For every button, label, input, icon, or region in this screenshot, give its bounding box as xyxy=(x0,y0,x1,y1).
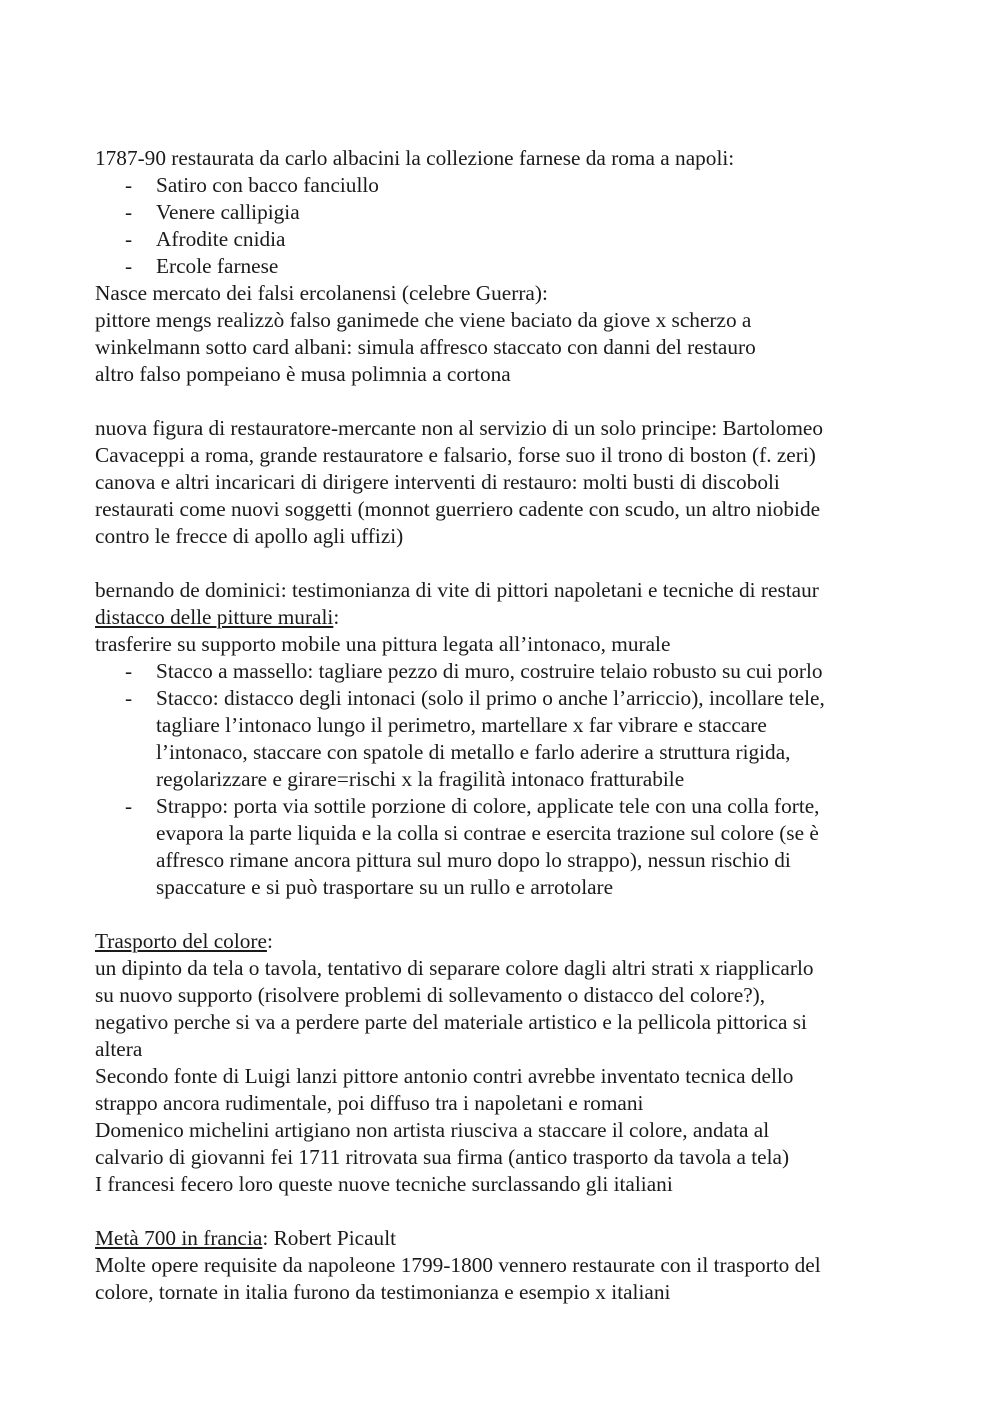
text-line: bernando de dominici: testimonianza di vite di pittori napoletani e tecniche di restaur xyxy=(95,578,819,602)
text-line: un dipinto da tela o tavola, tentativo di separare colore dagli altri strati x riapplicarlo xyxy=(95,956,814,980)
text-line: Domenico michelini artigiano non artista riusciva a staccare il colore, andata al xyxy=(95,1118,770,1142)
text-line: Secondo fonte di Luigi lanzi pittore antonio contri avrebbe inventato tecnica dello xyxy=(95,1064,794,1088)
dash-bullet: - xyxy=(125,254,133,278)
text-line: pittore mengs realizzò falso ganimede che viene baciato da giove x scherzo a xyxy=(95,308,752,332)
text-line: strappo ancora rudimentale, poi diffuso tra i napoletani e romani xyxy=(95,1091,644,1115)
text-line: Cavaceppi a roma, grande restauratore e falsario, forse suo il trono di boston (f. zeri) xyxy=(95,443,816,467)
dash-bullet: - xyxy=(125,200,133,224)
list-item: - Stacco a massello: tagliare pezzo di muro, costruire telaio robusto su cui porlo xyxy=(125,659,823,683)
list-item: - Stacco: distacco degli intonaci (solo il primo o anche l’arriccio), incollare tele, tagliare l’intonaco lungo il perimetro, martellare x far vibrare e staccare l’intonaco, staccare con spatole di metallo e farlo aderire a struttura rigida, regolarizzare e girare=rischi x la fragilità intonaco fratturabile xyxy=(125,686,825,791)
list-item: - Ercole farnese xyxy=(125,254,279,278)
text-line: Nasce mercato dei falsi ercolanensi (celebre Guerra): xyxy=(95,281,548,305)
spacer xyxy=(95,550,960,577)
section-heading-francia: Metà 700 in francia: Robert Picault xyxy=(95,1226,397,1250)
text-line: Molte opere requisite da napoleone 1799-1800 vennero restaurate con il trasporto del xyxy=(95,1253,821,1277)
dash-bullet: - xyxy=(125,173,133,197)
spacer xyxy=(95,388,960,415)
list-item: - Satiro con bacco fanciullo xyxy=(125,173,379,197)
farnese-list xyxy=(95,172,960,280)
heading-underlined: Metà 700 in francia xyxy=(95,1226,263,1250)
dash-bullet: - xyxy=(125,659,133,683)
text-line: calvario di giovanni fei 1711 ritrovata sua firma (antico trasporto da tavola a tela) xyxy=(95,1145,790,1169)
text-line: I francesi fecero loro queste nuove tecniche surclassando gli italiani xyxy=(95,1172,673,1196)
dash-bullet: - xyxy=(125,227,133,251)
list-item: - Afrodite cnidia xyxy=(125,227,286,251)
list-item: - Strappo: porta via sottile porzione di colore, applicate tele con una colla forte, evapora la parte liquida e la colla si contrae e esercita trazione sul colore (se è affresco rimane ancora pittura sul muro dopo lo strappo), nessun rischio di spaccature e si può trasportare su un rullo e arrotolare xyxy=(125,794,820,899)
text-line: contro le frecce di apollo agli uffizi) xyxy=(95,524,404,548)
text-line: nuova figura di restauratore-mercante non al servizio di un solo principe: Bartolomeo xyxy=(95,416,823,440)
text-line: canova e altri incaricari di dirigere interventi di restauro: molti busti di discoboli xyxy=(95,470,780,494)
text-line: negativo perche si va a perdere parte del materiale artistico e la pellicola pittorica si xyxy=(95,1010,807,1034)
section-heading-trasporto: Trasporto del colore: xyxy=(95,929,273,953)
text-line: restaurati come nuovi soggetti (monnot guerriero cadente con scudo, un altro niobide xyxy=(95,497,821,521)
text-line: altera xyxy=(95,1037,143,1061)
text-line: trasferire su supporto mobile una pittura legata all’intonaco, murale xyxy=(95,632,671,656)
dash-bullet: - xyxy=(125,794,133,818)
list-item: - Venere callipigia xyxy=(125,200,300,224)
heading-underlined: distacco delle pitture murali xyxy=(95,605,334,629)
spacer xyxy=(95,1198,960,1225)
text-line: altro falso pompeiano è musa polimnia a cortona xyxy=(95,362,511,386)
dash-bullet: - xyxy=(125,686,133,710)
distacco-list xyxy=(95,658,960,901)
text-line: colore, tornate in italia furono da testimonianza e esempio x italiani xyxy=(95,1280,671,1304)
heading-underlined: Trasporto del colore xyxy=(95,929,267,953)
spacer xyxy=(95,901,960,928)
intro-line: 1787-90 restaurata da carlo albacini la collezione farnese da roma a napoli: xyxy=(95,146,735,170)
text-line: winkelmann sotto card albani: simula affresco staccato con danni del restauro xyxy=(95,335,756,359)
text-line: su nuovo supporto (risolvere problemi di sollevamento o distacco del colore?), xyxy=(95,983,766,1007)
section-heading-distacco: distacco delle pitture murali: xyxy=(95,605,340,629)
